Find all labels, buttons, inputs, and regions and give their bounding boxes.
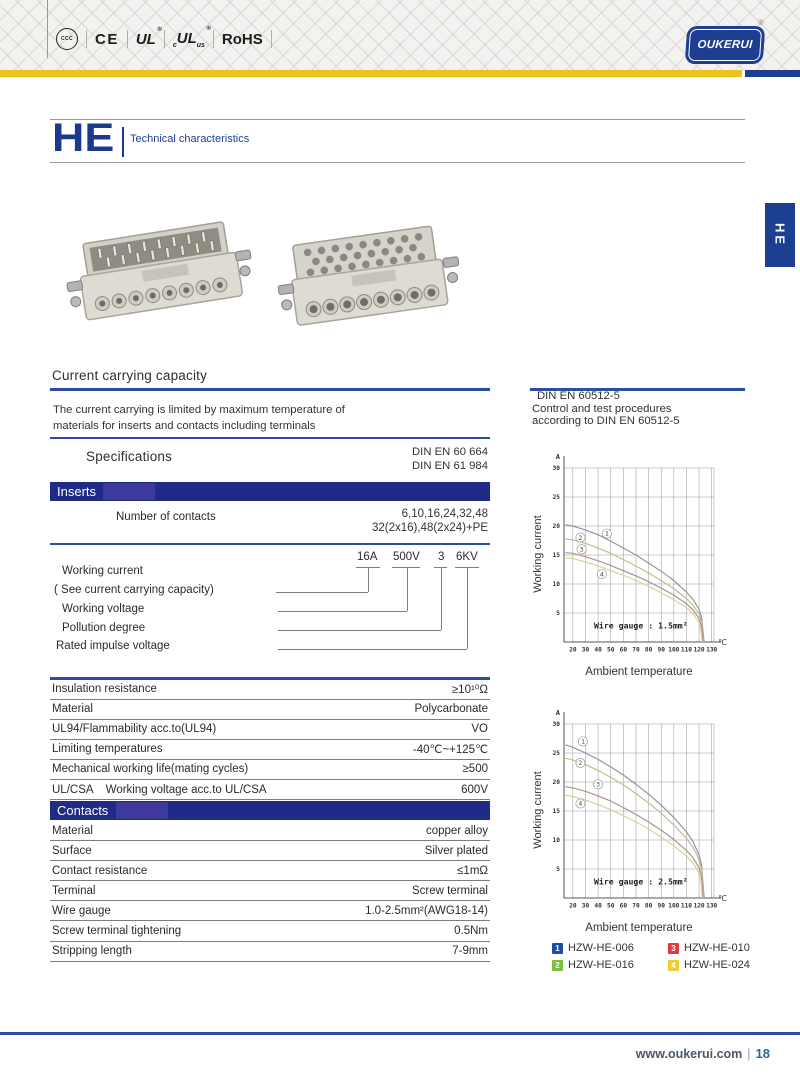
rating-voltage-value: 500V bbox=[393, 551, 420, 563]
svg-text:4: 4 bbox=[578, 800, 583, 808]
logo-registered-symbol: ® bbox=[758, 18, 764, 27]
table-row bbox=[50, 720, 490, 740]
legend-color-swatch bbox=[668, 943, 679, 954]
svg-text:1: 1 bbox=[605, 530, 609, 538]
legend-swatch-number: 3 bbox=[671, 943, 676, 953]
legend-swatch-number: 4 bbox=[671, 960, 676, 970]
chart2-x-axis-label: Ambient temperature bbox=[585, 922, 693, 934]
rating-label-working-current: Working current bbox=[62, 565, 143, 577]
svg-text:60: 60 bbox=[619, 646, 628, 654]
row-value: VO bbox=[471, 723, 488, 736]
table-row bbox=[50, 740, 490, 760]
svg-text:10: 10 bbox=[552, 581, 560, 589]
row-label: Screw terminal tightening bbox=[52, 925, 182, 938]
connector-line bbox=[441, 567, 442, 630]
rating-current-value: 16A bbox=[357, 551, 378, 563]
chart1-y-axis-label: Working current bbox=[532, 515, 544, 593]
table-row bbox=[50, 881, 490, 901]
registered-symbol: ® bbox=[157, 26, 162, 33]
svg-text:80: 80 bbox=[644, 646, 653, 654]
svg-text:50: 50 bbox=[606, 646, 615, 654]
svg-text:70: 70 bbox=[632, 646, 640, 654]
row-label: Surface bbox=[52, 844, 92, 857]
rating-label-impulse-voltage: Rated impulse voltage bbox=[56, 640, 170, 652]
cul-text: UL bbox=[176, 29, 197, 47]
series-title: HE bbox=[52, 116, 115, 160]
svg-text:2: 2 bbox=[578, 760, 583, 768]
table-row bbox=[50, 760, 490, 780]
svg-text:20: 20 bbox=[569, 902, 577, 910]
legend-color-swatch bbox=[668, 960, 679, 971]
legend-label: HZW-HE-010 bbox=[684, 942, 750, 954]
svg-text:40: 40 bbox=[594, 646, 602, 654]
section-underline-left bbox=[50, 388, 490, 391]
legend-item bbox=[668, 942, 750, 954]
legend-label: HZW-HE-016 bbox=[568, 959, 634, 971]
svg-text:3: 3 bbox=[579, 546, 584, 554]
connector-line bbox=[467, 567, 468, 649]
row-label: UL/CSA Working voltage acc.to UL/CSA bbox=[52, 783, 267, 796]
svg-text:5: 5 bbox=[556, 866, 560, 874]
svg-text:90: 90 bbox=[657, 902, 665, 910]
side-tab-he: HE bbox=[765, 203, 795, 267]
row-value: Silver plated bbox=[424, 844, 488, 857]
svg-text:100: 100 bbox=[668, 902, 680, 910]
rating-label-see-capacity: ( See current carrying capacity) bbox=[54, 584, 214, 596]
blue-accent-bar bbox=[745, 70, 800, 77]
svg-text:20: 20 bbox=[552, 523, 560, 531]
svg-text:15: 15 bbox=[552, 808, 560, 816]
svg-text:25: 25 bbox=[552, 750, 560, 758]
divider bbox=[271, 30, 272, 48]
working-current-chart-2-5mm bbox=[528, 700, 743, 914]
inserts-spec-table bbox=[50, 680, 490, 801]
svg-text:100: 100 bbox=[668, 646, 680, 654]
bar-accent-segment bbox=[116, 802, 168, 819]
svg-text:30: 30 bbox=[552, 721, 560, 729]
row-label: Material bbox=[52, 824, 93, 837]
specifications-label: Specifications bbox=[86, 449, 173, 464]
contacts-bar-label: Contacts bbox=[57, 803, 109, 818]
svg-text:10: 10 bbox=[552, 837, 560, 845]
svg-text:70: 70 bbox=[632, 902, 640, 910]
footer bbox=[636, 1046, 770, 1061]
registered-symbol: ® bbox=[206, 25, 211, 32]
svg-text:℃: ℃ bbox=[718, 894, 727, 903]
svg-text:2: 2 bbox=[578, 534, 583, 542]
legend-item bbox=[668, 959, 750, 971]
row-label: Mechanical working life(mating cycles) bbox=[52, 763, 249, 776]
table-row bbox=[50, 700, 490, 720]
divider bbox=[164, 30, 165, 48]
logo-text: OUKERUI bbox=[697, 39, 753, 51]
svg-text:30: 30 bbox=[581, 646, 590, 654]
cul-prefix: c bbox=[172, 41, 177, 49]
contacts-spec-table bbox=[50, 821, 490, 962]
cul-mark-icon bbox=[172, 25, 211, 49]
svg-text:20: 20 bbox=[569, 646, 577, 654]
table-row bbox=[50, 942, 490, 962]
table-row bbox=[50, 780, 490, 800]
table-row bbox=[50, 680, 490, 700]
svg-text:Wire gauge : 2.5mm²: Wire gauge : 2.5mm² bbox=[594, 876, 688, 887]
connector-line bbox=[407, 567, 408, 611]
svg-text:50: 50 bbox=[606, 902, 615, 910]
row-value: 600V bbox=[461, 783, 488, 796]
row-label: Contact resistance bbox=[52, 864, 148, 877]
capacity-description bbox=[53, 403, 345, 434]
divider-rule bbox=[50, 543, 490, 545]
divider bbox=[86, 30, 87, 48]
svg-text:110: 110 bbox=[680, 646, 693, 654]
row-label: Insulation resistance bbox=[52, 683, 157, 696]
row-value: 7-9mm bbox=[452, 945, 488, 958]
legend-color-swatch bbox=[552, 960, 563, 971]
svg-text:20: 20 bbox=[552, 779, 560, 787]
legend-item bbox=[552, 942, 634, 954]
svg-text:25: 25 bbox=[552, 494, 560, 502]
divider bbox=[213, 30, 214, 48]
table-row bbox=[50, 901, 490, 921]
legend-swatch-number: 1 bbox=[555, 943, 560, 953]
table-row bbox=[50, 861, 490, 881]
footer-divider bbox=[0, 1032, 800, 1035]
number-of-contacts-label: Number of contacts bbox=[116, 511, 216, 523]
connector-line bbox=[392, 567, 420, 568]
contacts-count-line-1: 6,10,16,24,32,48 bbox=[401, 508, 488, 520]
row-label: Terminal bbox=[52, 884, 96, 897]
rating-pollution-value: 3 bbox=[438, 551, 445, 563]
din-note-line-3: according to DIN EN 60512-5 bbox=[532, 415, 680, 428]
description-line-2: materials for inserts and contacts including terminals bbox=[53, 419, 316, 432]
svg-text:90: 90 bbox=[657, 646, 665, 654]
row-value: ≤1mΩ bbox=[457, 864, 488, 877]
contacts-section-bar bbox=[50, 801, 490, 820]
row-value: copper alloy bbox=[425, 824, 488, 837]
footer-url: www.oukerui.com bbox=[635, 1047, 743, 1061]
table-row bbox=[50, 841, 490, 861]
header-edge-line bbox=[47, 0, 48, 58]
cul-suffix: us bbox=[196, 41, 205, 49]
table-row bbox=[50, 821, 490, 841]
ccc-text: CCC bbox=[60, 36, 74, 42]
connector-line bbox=[278, 649, 467, 650]
row-value: ≥10¹⁰Ω bbox=[451, 684, 488, 697]
svg-text:A: A bbox=[555, 709, 560, 717]
row-value: Polycarbonate bbox=[414, 703, 488, 716]
divider-rule bbox=[50, 437, 490, 439]
svg-text:120: 120 bbox=[693, 646, 705, 654]
title-divider bbox=[122, 127, 124, 157]
product-photo-female-insert bbox=[268, 212, 463, 347]
connector-line bbox=[276, 592, 368, 593]
legend-label: HZW-HE-024 bbox=[684, 959, 750, 971]
svg-text:5: 5 bbox=[556, 610, 560, 618]
contacts-count-line-2: 32(2x16),48(2x24)+PE bbox=[371, 522, 488, 534]
title-subtitle: Technical characteristics bbox=[130, 133, 250, 145]
divider bbox=[127, 30, 128, 48]
rating-label-working-voltage: Working voltage bbox=[62, 603, 145, 615]
oukerui-logo bbox=[685, 26, 766, 64]
svg-text:℃: ℃ bbox=[718, 638, 727, 647]
inserts-section-bar bbox=[50, 482, 490, 501]
footer-page-number: 18 bbox=[755, 1046, 770, 1061]
title-top-rule bbox=[50, 119, 745, 120]
inserts-bar-label: Inserts bbox=[57, 484, 97, 499]
legend-swatch-number: 2 bbox=[555, 960, 560, 970]
row-value: ≥500 bbox=[462, 763, 488, 776]
svg-text:15: 15 bbox=[552, 552, 560, 560]
ccc-mark-icon bbox=[56, 28, 78, 50]
svg-text:4: 4 bbox=[600, 571, 604, 579]
standard-ref-2: DIN EN 61 984 bbox=[412, 460, 488, 472]
table-row bbox=[50, 921, 490, 941]
svg-text:3: 3 bbox=[596, 781, 600, 789]
ul-mark-icon bbox=[135, 26, 162, 48]
svg-text:110: 110 bbox=[680, 902, 693, 910]
legend-color-swatch bbox=[552, 943, 563, 954]
connector-line bbox=[278, 611, 407, 612]
svg-text:A: A bbox=[555, 453, 560, 461]
row-value: Screw terminal bbox=[411, 884, 488, 897]
row-label: Limiting temperatures bbox=[52, 743, 163, 756]
svg-text:130: 130 bbox=[706, 646, 718, 654]
rohs-mark-icon: RoHS bbox=[221, 30, 263, 48]
row-value: 1.0-2.5mm²(AWG18-14) bbox=[365, 904, 488, 917]
legend-label: HZW-HE-006 bbox=[568, 942, 634, 954]
din-note-line-1: DIN EN 60512-5 bbox=[537, 390, 620, 402]
svg-text:Wire gauge : 1.5mm²: Wire gauge : 1.5mm² bbox=[594, 620, 688, 631]
din-note-line-2: Control and test procedures bbox=[532, 402, 672, 415]
title-bottom-rule bbox=[50, 162, 745, 163]
rating-impulse-value: 6KV bbox=[456, 551, 478, 563]
footer-separator: | bbox=[747, 1047, 751, 1061]
rating-label-pollution-degree: Pollution degree bbox=[62, 622, 146, 634]
product-photo-male-insert bbox=[55, 203, 260, 353]
row-value: -40℃~+125℃ bbox=[412, 744, 488, 757]
svg-text:130: 130 bbox=[706, 902, 718, 910]
chart1-x-axis-label: Ambient temperature bbox=[585, 666, 693, 678]
svg-text:40: 40 bbox=[594, 902, 602, 910]
certification-marks bbox=[56, 26, 272, 52]
row-value: 0.5Nm bbox=[454, 925, 488, 938]
svg-text:60: 60 bbox=[619, 902, 628, 910]
row-label: Material bbox=[52, 703, 93, 716]
legend-item bbox=[552, 959, 634, 971]
svg-text:30: 30 bbox=[552, 465, 560, 473]
bar-accent-segment bbox=[103, 483, 155, 500]
row-label: UL94/Flammability acc.to(UL94) bbox=[52, 723, 217, 736]
svg-text:80: 80 bbox=[644, 902, 653, 910]
ce-mark-icon: CE bbox=[95, 30, 119, 48]
yellow-accent-bar bbox=[0, 70, 742, 77]
connector-line bbox=[278, 630, 441, 631]
ul-text: UL bbox=[135, 30, 156, 48]
svg-text:120: 120 bbox=[693, 902, 705, 910]
chart2-y-axis-label: Working current bbox=[532, 771, 544, 849]
din-note bbox=[532, 390, 680, 428]
connector-line bbox=[368, 567, 369, 592]
row-label: Wire gauge bbox=[52, 904, 111, 917]
section-heading: Current carrying capacity bbox=[52, 368, 208, 383]
row-label: Stripping length bbox=[52, 945, 132, 958]
svg-text:1: 1 bbox=[581, 738, 585, 746]
standard-ref-1: DIN EN 60 664 bbox=[412, 446, 488, 458]
description-line-1: The current carrying is limited by maximum temperature of bbox=[53, 404, 345, 416]
working-current-chart-1-5mm bbox=[528, 444, 743, 658]
svg-text:30: 30 bbox=[581, 902, 590, 910]
